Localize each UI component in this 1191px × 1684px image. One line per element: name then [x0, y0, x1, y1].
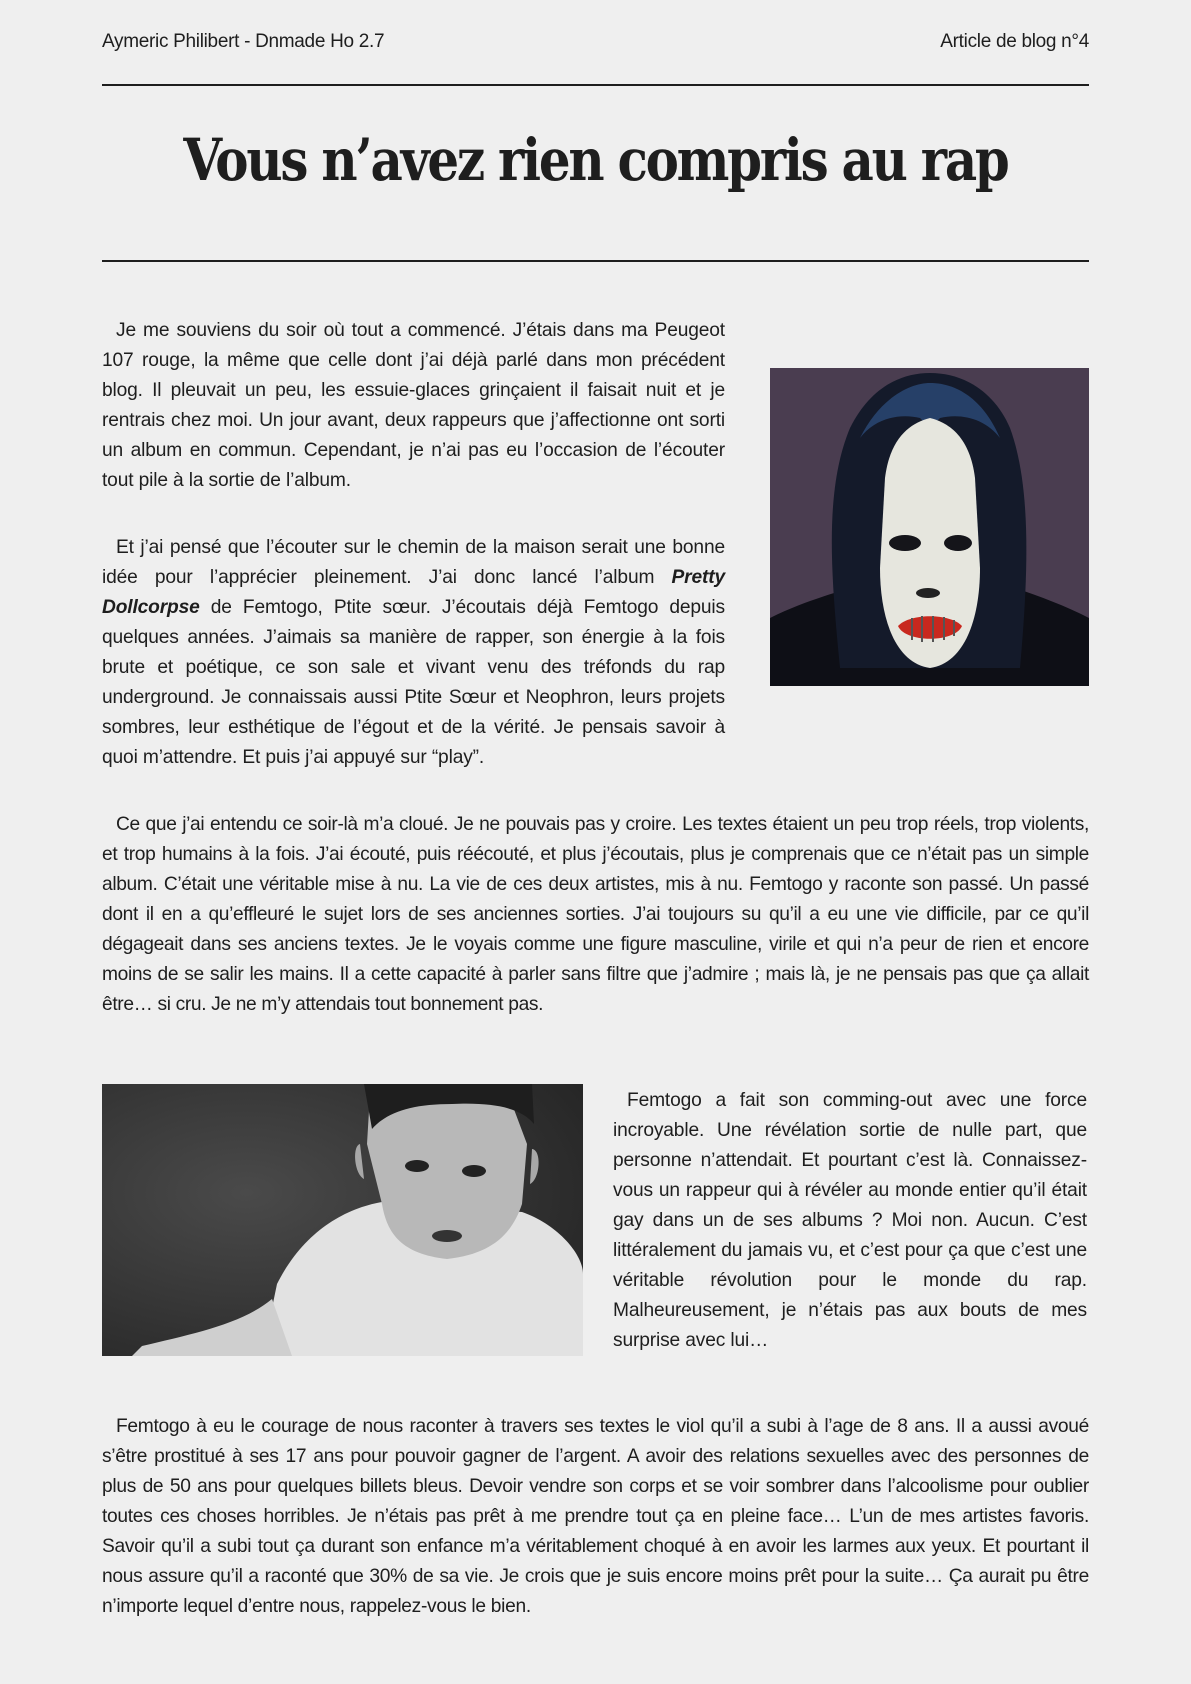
paragraph-intro [102, 316, 725, 496]
article-title: Vous n’avez rien compris au rap [183, 126, 1008, 194]
album-title: Pretty Dollcorpse [102, 567, 725, 618]
child-photo-image [102, 1084, 583, 1356]
author-label: Aymeric Philibert - Dnmade Ho 2.7 [102, 31, 385, 52]
header-divider [102, 84, 1089, 86]
paragraph-album [102, 533, 725, 773]
paragraph-text: Et j’ai pensé que l’écouter sur le chemin de la maison serait une bonne idée pour l’apprécier pleinement. J’ai donc lancé l’album [102, 537, 725, 588]
document-page [102, 0, 1089, 1684]
page-header [102, 31, 1089, 59]
article-number-label: Article de blog n°4 [940, 31, 1089, 52]
paragraph-text: Femtogo a fait son comming-out avec une force incroyable. Une révélation sortie de nulle part, que personne n’attendait. Et pourtant c’est là. Connaissez-vous un rappeur qui à révéler au monde entier qu’il était gay dans un de ses albums ? Moi non. Aucun. C’est littéralement du jamais vu, et c’est pour ça que c’est une véritable révolution pour le monde du rap. Malheureusement, je n’étais pas aux bouts de mes surprise avec lui… [613, 1090, 1087, 1351]
title-divider [102, 260, 1089, 262]
paragraph-text: Femtogo à eu le courage de nous raconter à travers ses textes le viol qu’il a subi à l’age de 8 ans. Il a aussi avoué s’être prostitué à ses 17 ans pour pouvoir gagner de l’argent. A avoir des relations sexuelles avec des personnes de plus de 50 ans pour quelques billets bleus. Devoir vendre son corps et se voir sombrer dans l’alcoolisme pour oublier toutes ces choses horribles. Je n’étais pas prêt à me prendre tout ça en pleine face… L’un de mes artistes favoris. Savoir qu’il a subi tout ça durant son enfance m’a véritablement choqué à en avoir les larmes aux yeux. Et pourtant il nous assure qu’il a raconté que 30% de sa vie. Je crois que je suis encore moins prêt pour la suite… Ça aurait pu être n’importe lequel d’entre nous, rappelez-vous le bien. [102, 1416, 1089, 1617]
child-photo-illustration [102, 1084, 583, 1356]
paragraph-text: de Femtogo, Ptite sœur. J’écoutais déjà Femtogo depuis quelques années. J’aimais sa manière de rapper, son énergie à la fois brute et poétique, ce son sale et vivant venu des tréfonds du rap underground. Je connaissais aussi Ptite Sœur et Neophron, leurs projets sombres, leur esthétique de l’égout et de la vérité. Je pensais savoir à quoi m’attendre. Et puis j’ai appuyé sur “play”. [102, 597, 725, 768]
paragraph-coming-out [613, 1086, 1087, 1356]
paragraph-text: Je me souviens du soir où tout a commencé. J’étais dans ma Peugeot 107 rouge, la même que celle dont j’ai déjà parlé dans mon précédent blog. Il pleuvait un peu, les essuie-glaces grinçaient il faisait nuit et je rentrais chez moi. Un jour avant, deux rappeurs que j’affectionne ont sorti un album en commun. Cependant, je n’ai pas eu l’occasion de l’écouter tout pile à la sortie de l’album. [102, 320, 725, 491]
masked-figure-image [770, 368, 1089, 686]
paragraph-revelations [102, 1412, 1089, 1622]
paragraph-text: Ce que j’ai entendu ce soir-là m’a cloué. Je ne pouvais pas y croire. Les textes étaient un peu trop réels, trop violents, et trop humains à la fois. J’ai écouté, puis réécouté, et plus j’écoutais, plus je comprenais que ce n’était pas un simple album. C’était une véritable mise à nu. La vie de ces deux artistes, mis à nu. Femtogo y raconte son passé. Un passé dont il en a qu’effleuré le sujet lors de ses anciennes sorties. J’ai toujours su qu’il a eu une vie difficile, par ce qu’il dégageait dans ses anciens textes. Je le voyais comme une figure masculine, virile et qui n’a peur de rien et encore moins de se salir les mains. Il a cette capacité à parler sans filtre que j’admire ; mais là, je ne pensais pas que ça allait être… si cru. Je ne m’y attendais tout bonnement pas. [102, 814, 1089, 1015]
masked-figure-illustration [770, 368, 1089, 686]
paragraph-reaction [102, 810, 1089, 1020]
